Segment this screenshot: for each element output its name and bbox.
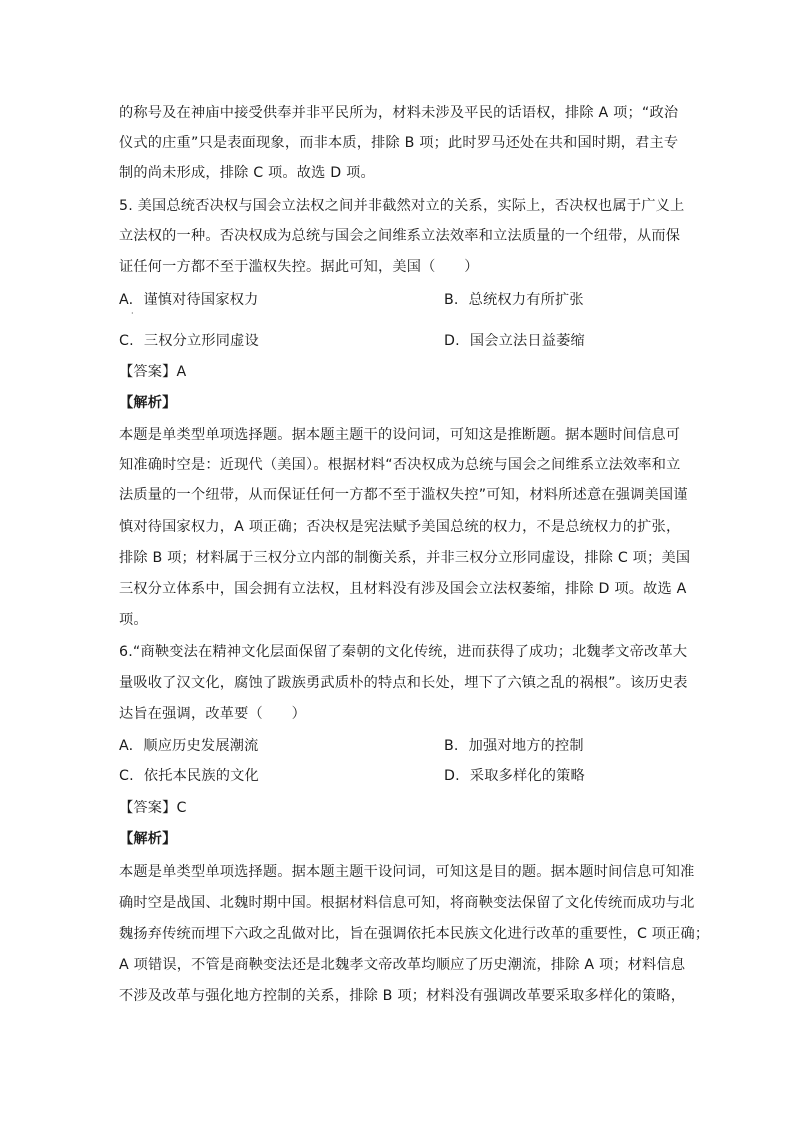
- q6-analysis-line-3: 魏扬弃传统而埋下六政之乱做对比，旨在强调依托本民族文化进行改革的重要性，C 项正确；: [119, 926, 710, 942]
- q5-stem-line-2: 立法权的一种。否决权成为总统与国会之间维系立法效率和立法质量的一个纽带，从而保: [119, 228, 681, 244]
- q6-stem-line-3: 达旨在强调，改革要（ ）: [119, 706, 307, 722]
- q5-option-d: [444, 331, 585, 351]
- option-text: 顺应历史发展潮流: [143, 738, 259, 754]
- prev-analysis-line-2: 仪式的庄重”只是表面现象，而非本质，排除 B 项；此时罗马还处在共和国时期，君主专: [119, 135, 679, 151]
- q6-option-a: [119, 736, 258, 756]
- q5-analysis-line-1: 本题是单类型单项选择题。据本题主题干的设问词，可知这是推断题。据本题时间信息可: [119, 427, 681, 443]
- q6-analysis-label: 【解析】: [119, 831, 177, 847]
- q6-analysis-line-5: 不涉及改革与强化地方控制的关系，排除 B 项；材料没有强调改革要采取多样化的策略，: [119, 988, 686, 1004]
- option-text: 三权分立形同虚设: [143, 333, 259, 349]
- q6-stem-line-1: 6.“商鞅变法在精神文化层面保留了秦朝的文化传统，进而获得了成功；北魏孝文帝改革大: [119, 644, 688, 660]
- option-letter: C.: [119, 768, 134, 784]
- prev-analysis-line-1: 的称号及在神庙中接受供奉并非平民所为，材料未涉及平民的话语权，排除 A 项；“政治: [119, 105, 679, 121]
- q6-analysis-line-4: A 项错误，不管是商鞅变法还是北魏孝文帝改革均顺应了历史潮流，排除 A 项；材料信息: [119, 957, 686, 973]
- q6-stem-line-2: 量吸收了汉文化，腐蚀了跋族勇武质朴的特点和长处，埋下了六镇之乱的祸根”。该历史表: [119, 675, 688, 691]
- q6-option-c: [119, 766, 259, 786]
- q6-analysis-line-2: 确时空是战国、北魏时期中国。根据材料信息可知，将商鞅变法保留了文化传统而成功与北: [119, 895, 695, 911]
- option-letter: A.: [119, 292, 134, 308]
- q5-analysis-line-7: 项。: [119, 612, 148, 628]
- option-text: 加强对地方的控制: [468, 738, 584, 754]
- option-text: 采取多样化的策略: [469, 768, 585, 784]
- q5-option-a: [119, 290, 258, 310]
- option-letter: D.: [444, 333, 460, 349]
- q5-analysis-line-2: 知准确时空是：近现代（美国）。根据材料“否决权成为总统与国会之间维系立法效率和立: [119, 457, 681, 473]
- q6-analysis-line-1: 本题是单类型单项选择题。据本题主题干设问词，可知这是目的题。据本题时间信息可知准: [119, 864, 695, 880]
- q5-stem-line-3: 证任何一方都不至于滥权失控。据此可知，美国（ ）: [119, 259, 479, 275]
- q5-answer: 【答案】A: [119, 364, 187, 380]
- q5-stem-line-1: 5. 美国总统否决权与国会立法权之间并非截然对立的关系，实际上，否决权也属于广义上: [119, 198, 685, 214]
- q6-option-b: [444, 736, 584, 756]
- prev-analysis-line-3: 制的尚未形成，排除 C 项。故选 D 项。: [119, 165, 375, 181]
- option-text: 总统权力有所扩张: [468, 292, 584, 308]
- q5-analysis-line-4: 慎对待国家权力，A 项正确；否决权是宪法赋予美国总统的权力，不是总统权力的扩张，: [119, 519, 681, 535]
- option-letter: A.: [119, 738, 134, 754]
- q6-answer: 【答案】C: [119, 800, 187, 816]
- option-letter: B.: [444, 292, 459, 308]
- q5-option-b: [444, 290, 584, 310]
- option-text: 谨慎对待国家权力: [143, 292, 259, 308]
- q5-analysis-label: 【解析】: [119, 395, 177, 411]
- option-letter: B.: [444, 738, 459, 754]
- option-letter: C.: [119, 333, 134, 349]
- q5-analysis-line-5: 排除 B 项；材料属于三权分立内部的制衡关系，并非三权分立形同虚设，排除 C 项；美国: [119, 550, 691, 566]
- q5-option-c: [119, 331, 259, 351]
- option-letter: D.: [444, 768, 460, 784]
- option-text: 国会立法日益萎缩: [469, 333, 585, 349]
- q6-option-d: [444, 766, 585, 786]
- q5-analysis-line-3: 法质量的一个纽带，从而保证任何一方都不至于滥权失控”可知，材料所述意在强调美国谨: [119, 487, 688, 503]
- option-text: 依托本民族的文化: [143, 768, 259, 784]
- emphasis-dot-mark: ·: [131, 309, 134, 318]
- q5-analysis-line-6: 三权分立体系中，国会拥有立法权，且材料没有涉及国会立法权萎缩，排除 D 项。故选 A: [119, 581, 687, 597]
